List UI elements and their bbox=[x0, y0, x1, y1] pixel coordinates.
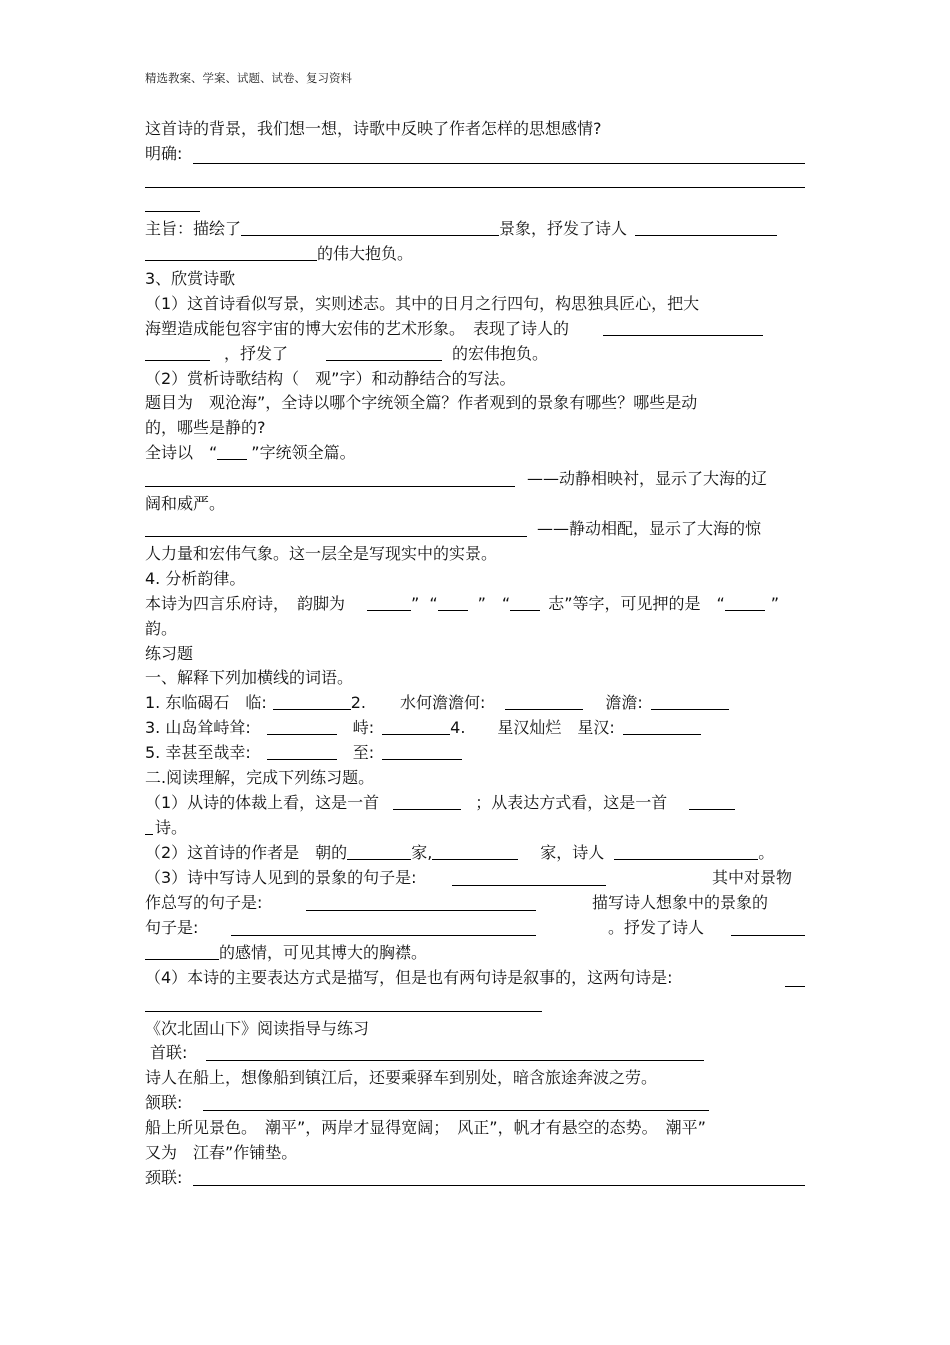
section-title: 《次北固山下》阅读指导与练习 bbox=[145, 1019, 370, 1038]
text: ” bbox=[770, 594, 780, 613]
text: 水何澹澹何: bbox=[400, 693, 486, 712]
text: ” “ bbox=[477, 594, 511, 613]
text: 其中对景物 bbox=[712, 868, 793, 887]
exercise-line: （3）诗中写诗人见到的景象的句子是: bbox=[145, 868, 417, 887]
answer-blank-line[interactable] bbox=[145, 1011, 542, 1012]
paragraph-line bbox=[145, 594, 779, 614]
text: 1. 东临碣石 临: bbox=[145, 693, 267, 712]
paragraph-line: 阔和威严。 bbox=[145, 494, 226, 513]
paragraph-line bbox=[145, 344, 548, 364]
paragraph-line bbox=[145, 319, 763, 339]
text: 志”等字，可见押的是 “ bbox=[548, 594, 725, 613]
page-header: 精选教案、学案、试题、试卷、复习资料 bbox=[145, 71, 352, 85]
text: ” bbox=[411, 594, 420, 613]
exercise-line bbox=[145, 693, 729, 713]
text: 诗。 bbox=[155, 818, 188, 837]
text: 主旨：描绘了 bbox=[145, 219, 242, 238]
text: 本诗为四言乐府诗， 韵脚为 bbox=[145, 594, 346, 613]
exercise-line: 句子是: bbox=[145, 918, 199, 937]
text: 星汉灿烂 星汉: bbox=[497, 718, 615, 737]
fill-blank[interactable] bbox=[145, 244, 317, 261]
answer-blank-line[interactable] bbox=[193, 163, 805, 164]
text: 的宏伟抱负。 bbox=[452, 344, 549, 363]
text: 全诗以 “ bbox=[145, 443, 218, 462]
section-heading: 4. 分析韵律。 bbox=[145, 569, 246, 588]
text: ”字统领全篇。 bbox=[251, 443, 356, 462]
answer-blank-line[interactable] bbox=[145, 486, 515, 487]
question-line: 这首诗的背景，我们想一想，诗歌中反映了作者怎样的思想感情? bbox=[145, 119, 602, 138]
fill-blank[interactable] bbox=[347, 843, 411, 860]
exercise-line bbox=[145, 943, 427, 963]
paragraph-line: 题目为 观沧海”，全诗以哪个字统领全篇？作者观到的景象有哪些？哪些是动 bbox=[145, 393, 698, 412]
fill-blank[interactable] bbox=[651, 693, 729, 710]
fill-blank[interactable] bbox=[273, 693, 351, 710]
fill-blank[interactable] bbox=[635, 219, 777, 236]
fill-blank[interactable] bbox=[393, 793, 461, 810]
paragraph-line bbox=[145, 443, 356, 463]
answer-blank-line[interactable] bbox=[203, 1110, 709, 1111]
exercise-line bbox=[145, 843, 774, 863]
fill-blank[interactable] bbox=[505, 693, 583, 710]
exercise-line bbox=[145, 793, 735, 813]
answer-label: 明确: bbox=[145, 144, 183, 163]
fill-blank[interactable] bbox=[267, 718, 337, 735]
text: 描写诗人想象中的景象的 bbox=[592, 893, 769, 912]
answer-blank-line[interactable] bbox=[231, 935, 536, 936]
fill-blank[interactable] bbox=[603, 319, 763, 336]
paragraph-line: 韵。 bbox=[145, 619, 178, 638]
answer-blank-line[interactable] bbox=[785, 986, 805, 987]
exercise-line bbox=[145, 718, 701, 738]
fill-blank[interactable] bbox=[267, 743, 337, 760]
text: ，抒发了 bbox=[224, 344, 289, 363]
section-heading: 一、解释下列加横线的词语。 bbox=[145, 668, 354, 687]
text: “ bbox=[429, 594, 438, 613]
text: ；从表达方式看，这是一首 bbox=[475, 793, 668, 812]
fill-blank[interactable] bbox=[382, 743, 462, 760]
paragraph-line: 又为 江春”作铺垫。 bbox=[145, 1143, 298, 1162]
text: 3. 山岛耸峙耸: bbox=[145, 718, 251, 737]
text: 海塑造成能包容宇宙的博大宏伟的艺术形象。 表现了诗人的 bbox=[145, 319, 570, 338]
paragraph-line: （2）赏析诗歌结构（ 观”字）和动静结合的写法。 bbox=[145, 369, 516, 388]
text: 5. 幸甚至哉幸: bbox=[145, 743, 251, 762]
fill-blank[interactable] bbox=[438, 594, 468, 611]
fill-blank[interactable] bbox=[510, 594, 540, 611]
field-label: 颔联: bbox=[145, 1093, 183, 1112]
section-heading: 3、欣赏诗歌 bbox=[145, 269, 236, 288]
text: 2. bbox=[350, 693, 367, 712]
answer-blank-line[interactable] bbox=[452, 885, 606, 886]
fill-blank[interactable] bbox=[689, 793, 735, 810]
text: 家, bbox=[411, 843, 433, 862]
theme-line-cont bbox=[145, 244, 413, 264]
exercise-line: （4）本诗的主要表达方式是描写，但是也有两句诗是叙事的，这两句诗是: bbox=[145, 968, 673, 987]
paragraph-line: 诗人在船上，想像船到镇江后，还要乘驿车到别处，暗含旅途奔波之劳。 bbox=[145, 1068, 658, 1087]
fill-blank[interactable] bbox=[432, 843, 518, 860]
text: 。抒发了诗人 bbox=[608, 918, 705, 937]
fill-blank[interactable] bbox=[725, 594, 765, 611]
field-label: 首联: bbox=[150, 1043, 188, 1062]
text: 景象，抒发了诗人 bbox=[499, 219, 628, 238]
text: 峙: bbox=[352, 718, 375, 737]
paragraph-line: 人力量和宏伟气象。这一层全是写现实中的实景。 bbox=[145, 544, 498, 563]
fill-blank[interactable] bbox=[145, 943, 219, 960]
fill-blank[interactable] bbox=[623, 718, 701, 735]
exercise-line: 作总写的句子是: bbox=[145, 893, 263, 912]
paragraph-line: ——静动相配，显示了大海的惊 bbox=[537, 519, 762, 538]
fill-blank[interactable] bbox=[145, 818, 153, 835]
fill-blank[interactable] bbox=[614, 843, 758, 860]
paragraph-line: ——动静相映衬，显示了大海的辽 bbox=[527, 469, 768, 488]
fill-blank[interactable] bbox=[382, 718, 450, 735]
field-label: 颈联: bbox=[145, 1168, 183, 1187]
answer-blank-line[interactable] bbox=[206, 1060, 704, 1061]
answer-blank-line[interactable] bbox=[145, 536, 527, 537]
answer-blank-line[interactable] bbox=[145, 187, 805, 188]
text: 至: bbox=[352, 743, 375, 762]
text: 家，诗人 bbox=[540, 843, 605, 862]
text: （1）从诗的体裁上看，这是一首 bbox=[145, 793, 380, 812]
paragraph-line: （1）这首诗看似写景，实则述志。其中的日月之行四句，构思独具匠心，把大 bbox=[145, 294, 700, 313]
paragraph-line: 的，哪些是静的? bbox=[145, 418, 266, 437]
text: 4. bbox=[450, 718, 466, 737]
answer-blank-line[interactable] bbox=[145, 211, 200, 212]
section-heading: 练习题 bbox=[145, 644, 194, 663]
fill-blank[interactable] bbox=[241, 219, 499, 236]
text: （2）这首诗的作者是 朝的 bbox=[145, 843, 348, 862]
text: 澹澹: bbox=[605, 693, 643, 712]
exercise-line bbox=[145, 818, 187, 838]
fill-blank[interactable] bbox=[145, 344, 210, 361]
fill-blank[interactable] bbox=[326, 344, 442, 361]
answer-blank-line[interactable] bbox=[193, 1185, 805, 1186]
text: 的伟大抱负。 bbox=[317, 244, 414, 263]
section-heading: 二.阅读理解，完成下列练习题。 bbox=[145, 768, 375, 787]
fill-blank[interactable] bbox=[217, 443, 247, 460]
theme-line bbox=[145, 219, 777, 239]
paragraph-line: 船上所见景色。 潮平”，两岸才显得宽阔； 风正”，帆才有悬空的态势。 潮平” bbox=[145, 1118, 706, 1137]
text: 的感情，可见其博大的胸襟。 bbox=[219, 943, 428, 962]
text: 。 bbox=[758, 843, 775, 862]
answer-blank-line[interactable] bbox=[731, 935, 805, 936]
fill-blank[interactable] bbox=[367, 594, 411, 611]
exercise-line bbox=[145, 743, 462, 763]
answer-blank-line[interactable] bbox=[306, 910, 536, 911]
